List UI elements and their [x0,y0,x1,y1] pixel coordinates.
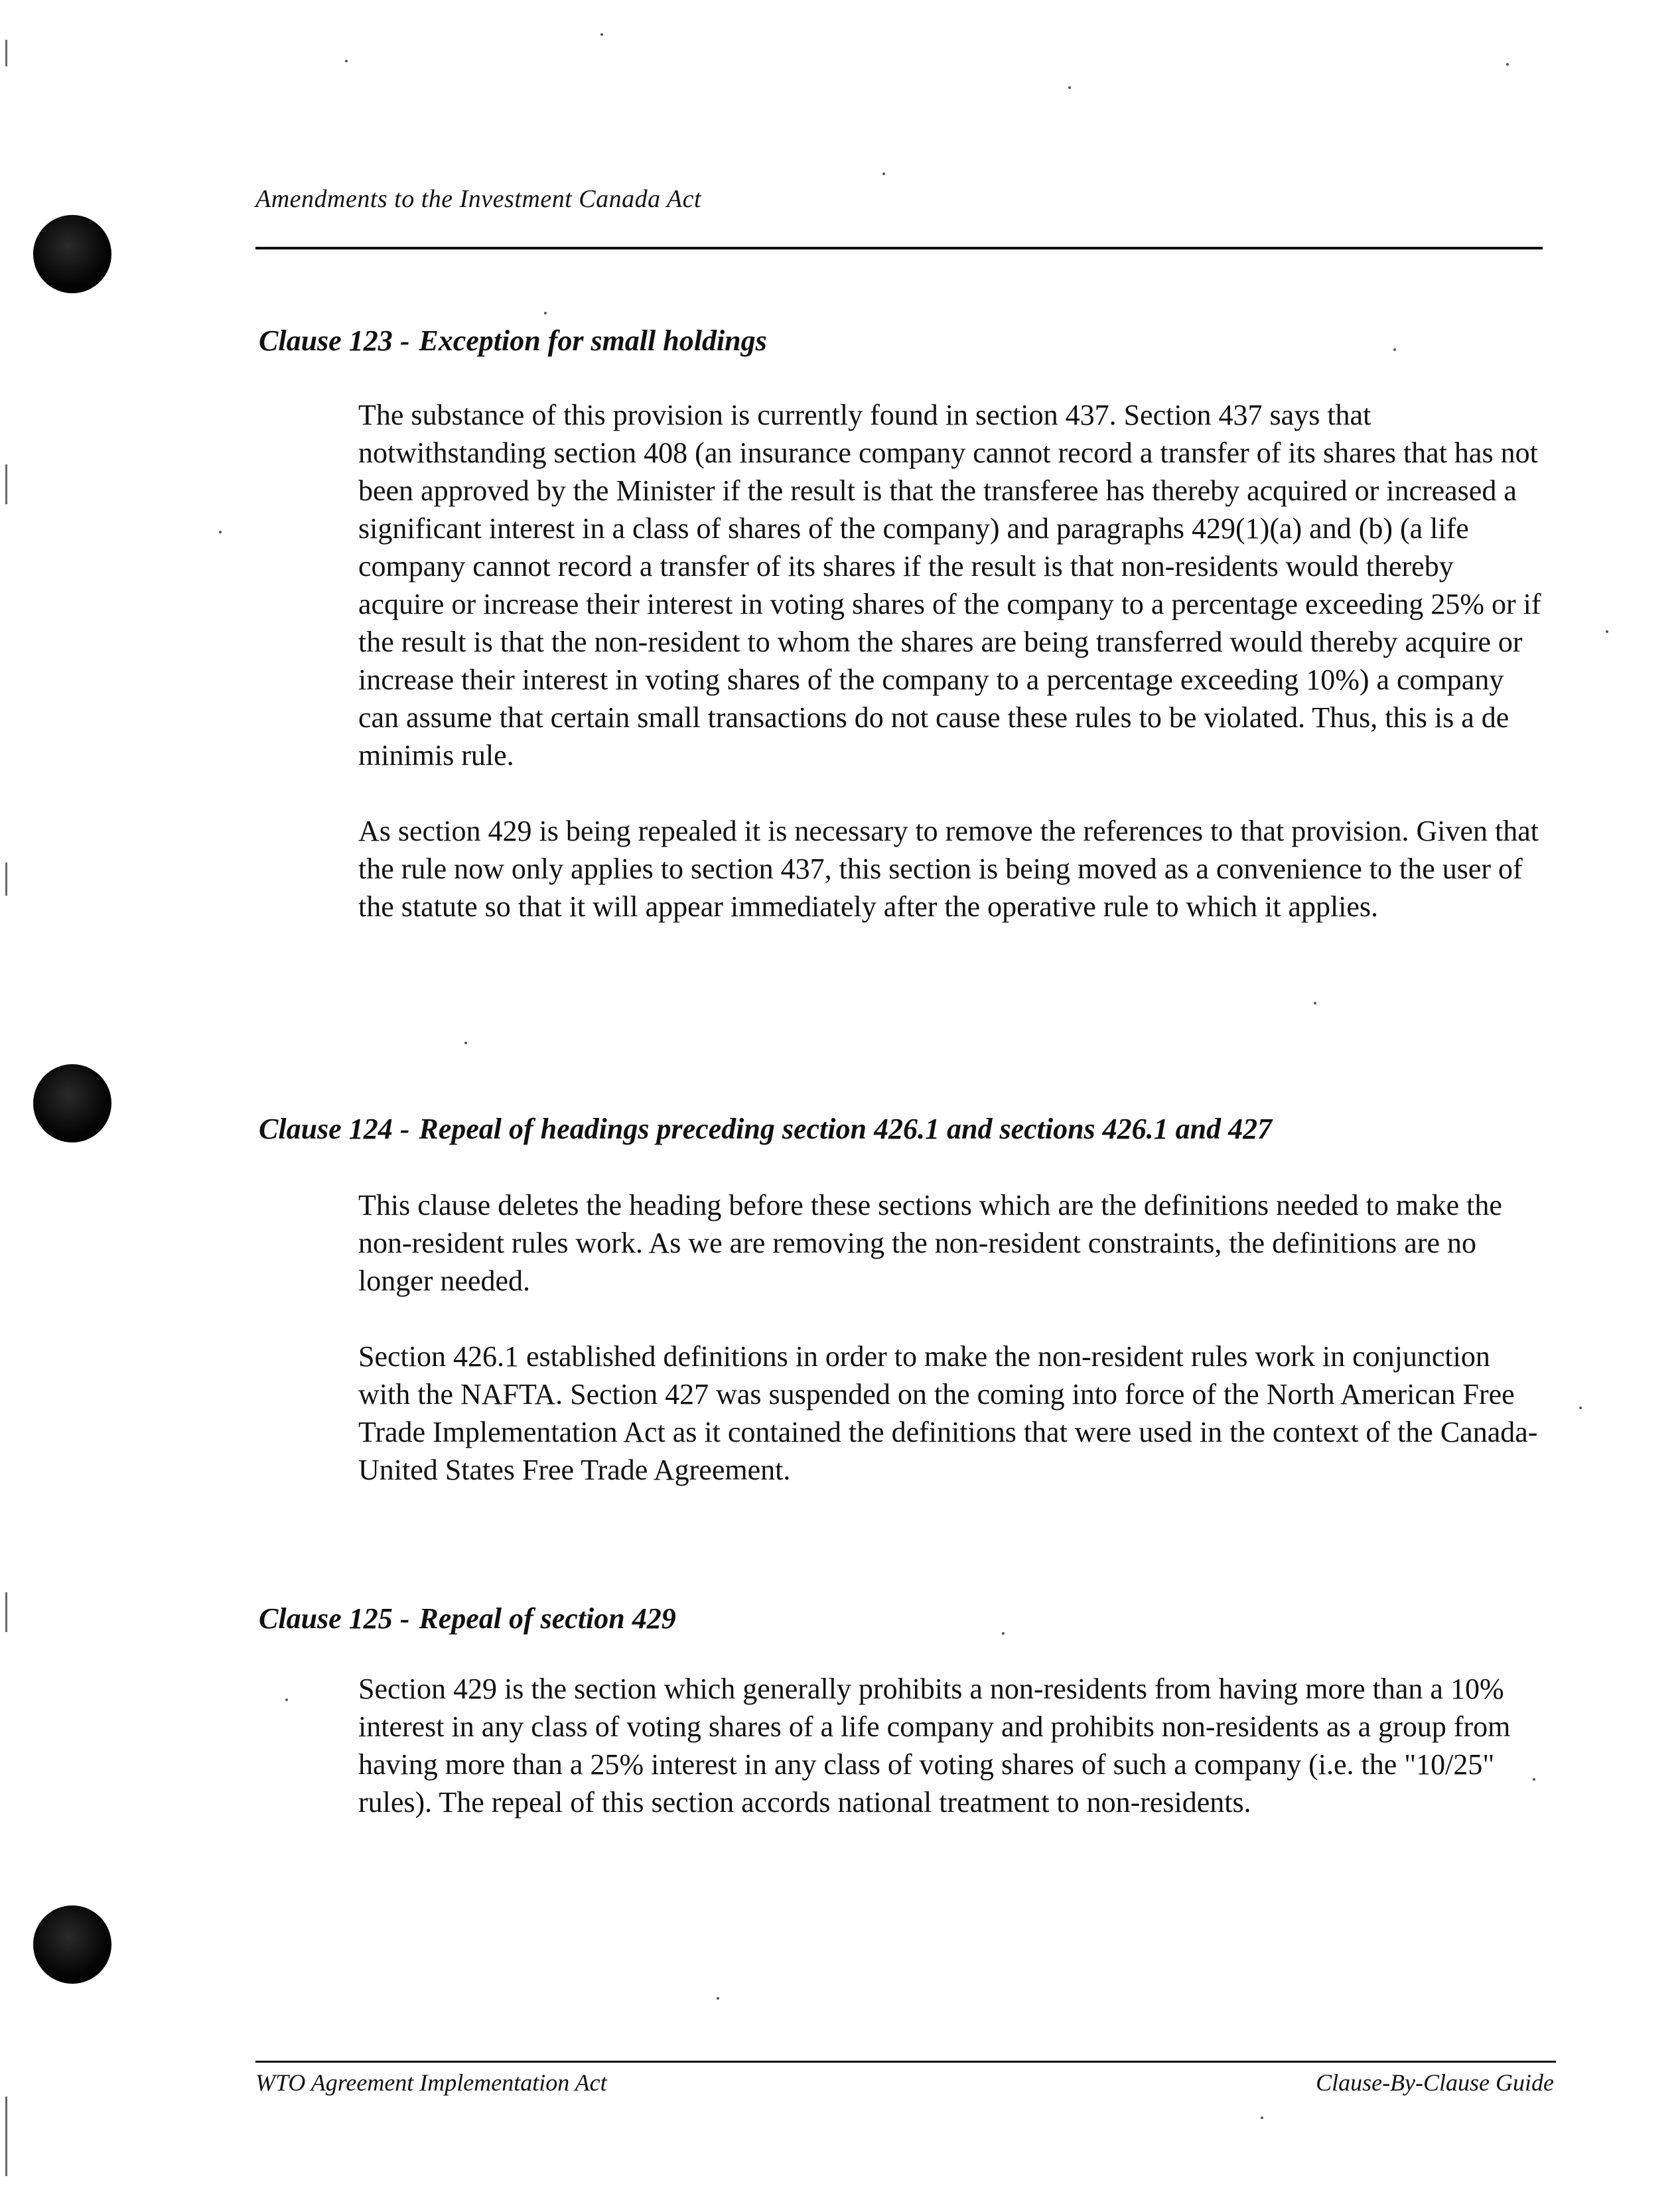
scan-edge-mark [5,464,7,504]
clause-title: Repeal of section 429 [419,1602,676,1635]
scan-speck [1002,1632,1005,1635]
scan-speck [219,531,222,533]
scan-speck [345,60,348,62]
scan-speck [600,33,603,36]
body-paragraph: Section 426.1 established definitions in order to make the non-resident rules work in conjunction with the NAFTA. Section 427 was suspended on the coming into force of the North American Free Trade Implementation Act as it contained the definitions that were used in the context of the Canada-United States Free Trade Agreement. [358,1340,1538,1486]
scan-speck [1606,630,1608,633]
clause-body [358,1670,1546,1821]
clause-body [358,396,1546,926]
scan-edge-mark [5,40,7,66]
footer-guide-name: Clause-By-Clause Guide [1316,2069,1554,2096]
scan-speck [1506,63,1509,66]
footer-rule [255,2061,1556,2063]
clause-heading [259,1112,1272,1146]
scan-speck [544,312,547,314]
scan-speck [285,1698,288,1701]
body-paragraph: As section 429 is being repealed it is necessary to remove the references to that provision. Given that the rule now only applies to section 437, this section is being moved as a convenience to the user of the statute so that it will appear immediately after the operative rule to which it applies. [358,815,1539,923]
body-paragraph: This clause deletes the heading before these sections which are the definitions needed to make the non-resident rules work. As we are removing the non-resident constraints, the definitions are no longer needed. [358,1189,1502,1297]
scan-speck [1261,2116,1263,2119]
running-head: Amendments to the Investment Canada Act [255,185,702,213]
scan-speck [1068,86,1071,89]
scan-speck [882,172,885,175]
clause-heading [259,1602,676,1635]
scan-edge-mark [5,862,7,896]
scan-edge-mark [5,2097,7,2176]
scan-speck [1314,1002,1316,1004]
clause-title: Repeal of headings preceding section 426.1 and sections 426.1 and 427 [419,1113,1273,1145]
body-paragraph: The substance of this provision is currently found in section 437. Section 437 says that notwithstanding section 408 (an insurance company cannot record a transfer of its shares that has not been approved by the Minister if the result is that the transferee has thereby acquired or increased a significant interest in a class of shares of the company) and paragraphs 429(1)(a) and (b) (a life company cannot record a transfer of its shares if the result is that non-residents would thereby acquire or increase their interest in voting shares of the company to a percentage exceeding 25% or if the result is that the non-resident to whom the shares are being transferred would thereby acquire or increase their interest in voting shares of the company to a percentage exceeding 10%) a company can assume that certain small transactions do not cause these rules to be violated. Thus, this is a de minimis rule. [358,399,1541,772]
clause-number: Clause 124 - [259,1113,410,1145]
punch-hole [33,1905,111,1984]
punch-hole [33,215,111,293]
punch-hole [33,1064,111,1142]
clause-number: Clause 125 - [259,1602,410,1635]
scan-speck [1393,348,1396,351]
clause-heading [259,324,767,358]
scan-edge-mark [5,1592,7,1632]
scan-speck [464,1042,467,1044]
clause-number: Clause 123 - [259,324,410,357]
scan-speck [1579,1407,1582,1409]
clause-body [358,1186,1546,1489]
header-rule [255,247,1543,249]
footer-title: WTO Agreement Implementation Act [255,2069,607,2096]
clause-title: Exception for small holdings [419,324,767,357]
body-paragraph: Section 429 is the section which generally prohibits a non-residents from having more than a 10% interest in any class of voting shares of a life company and prohibits non-residents as a group from having more than a 25% interest in any class of voting shares of such a company (i.e. the "10/25" rules). The repeal of this section accords national treatment to non-residents. [358,1673,1511,1819]
scan-speck [717,1997,719,2000]
